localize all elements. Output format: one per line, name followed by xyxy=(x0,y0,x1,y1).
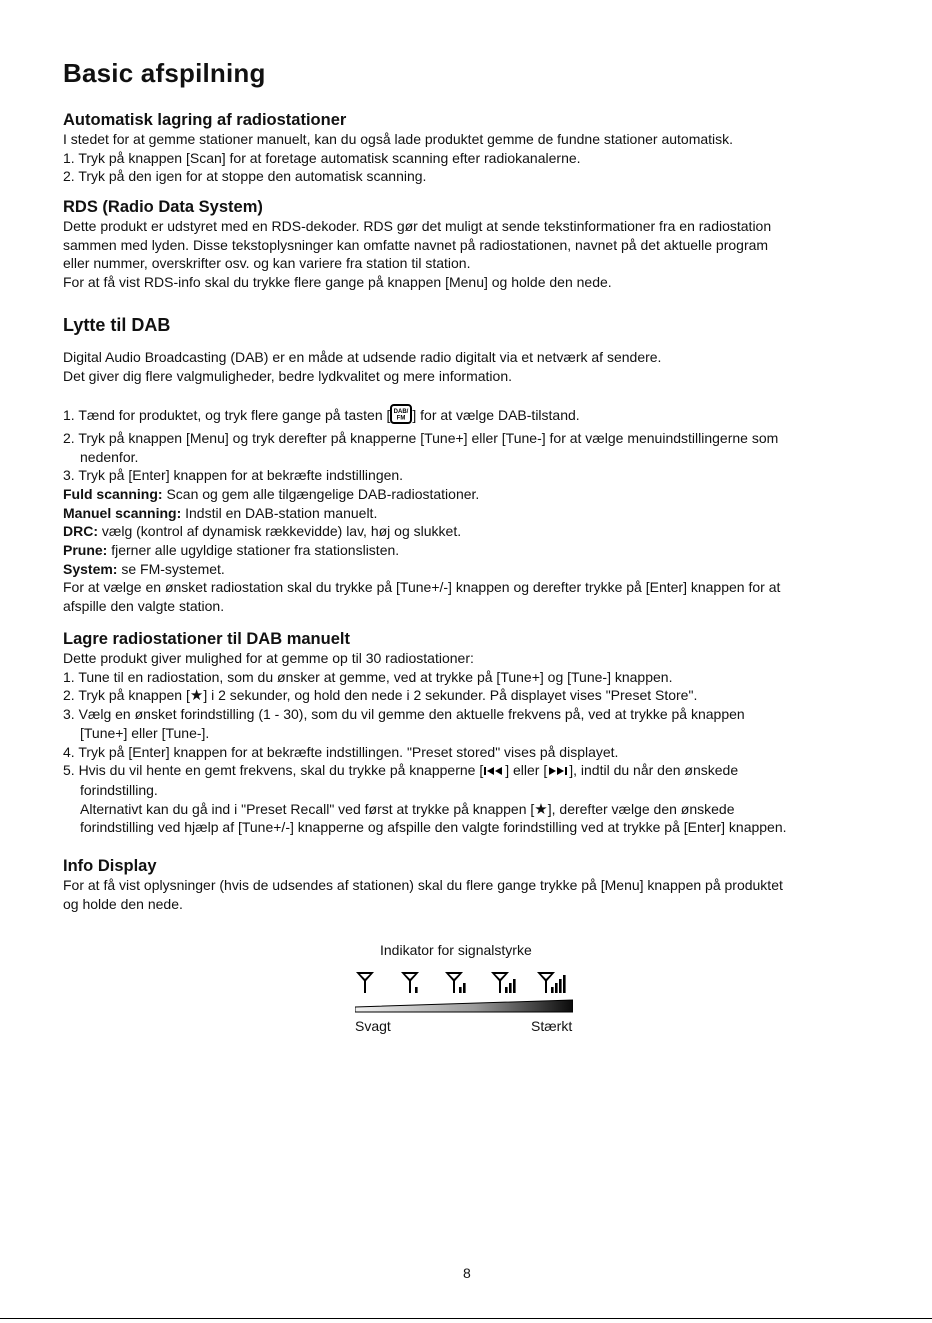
option-line xyxy=(63,560,873,579)
option-line xyxy=(63,522,873,541)
skip-forward-icon xyxy=(547,762,569,781)
paragraph: I stedet for at gemme stationer manuelt, kan du også lade produktet gemme de fundne stationer automatisk. xyxy=(63,131,734,147)
list-item xyxy=(63,404,873,429)
paragraph-line: afspille den valgte station. xyxy=(63,598,225,615)
signal-bar xyxy=(463,983,466,993)
section-heading: Lagre radiostationer til DAB manuelt xyxy=(63,630,350,648)
step-text: 1. Tænd for produktet, og tryk flere gange på tasten [ xyxy=(63,407,391,424)
dab-fm-button-icon xyxy=(390,404,412,429)
signal-level-3-icon xyxy=(490,970,526,994)
paragraph-line: Det giver dig flere valgmuligheder, bedre lydkvalitet og mere information. xyxy=(63,367,513,384)
paragraph-line: og holde den nede. xyxy=(63,895,183,912)
option-line xyxy=(63,485,873,504)
list-item-continued: [Tune+] eller [Tune-]. xyxy=(80,724,210,741)
section-auto-store xyxy=(63,110,873,186)
option-text: Indstil en DAB-station manuelt. xyxy=(181,504,378,521)
list-item: 2. Tryk på knappen [Menu] og tryk derefter på knapperne [Tune+] eller [Tune-] for at vælge menuindstillingerne som xyxy=(63,429,779,446)
dab-label: DAB/ xyxy=(394,409,409,416)
signal-bar xyxy=(505,987,508,993)
list-item: 4. Tryk på [Enter] knappen for at bekræfte indstillingen. "Preset stored" vises på displayet. xyxy=(63,743,619,760)
signal-icons-row xyxy=(355,970,585,994)
signal-bar xyxy=(555,983,558,993)
option-label: Fuld scanning: xyxy=(63,485,163,502)
step-text: 2. Tryk på knappen [ xyxy=(63,687,190,704)
signal-level-4-icon xyxy=(536,970,572,994)
step-text: 5. Hvis du vil hente en gemt frekvens, skal du trykke på knapperne [ xyxy=(63,762,484,779)
signal-bar xyxy=(563,975,566,993)
option-label: System: xyxy=(63,560,118,577)
signal-bar xyxy=(459,987,462,993)
list-item: 3. Tryk på [Enter] knappen for at bekræfte indstillingen. xyxy=(63,467,404,484)
page-title: Basic afspilning xyxy=(63,58,266,88)
signal-level-0-icon xyxy=(355,970,391,994)
option-label: DRC: xyxy=(63,523,98,540)
page-number: 8 xyxy=(463,1265,471,1281)
option-text: se FM-systemet. xyxy=(117,560,225,577)
list-item: 2. Tryk på den igen for at stoppe den automatisk scanning. xyxy=(63,168,427,185)
paragraph-line: For at vælge en ønsket radiostation skal du trykke på [Tune+/-] knappen og derefter trykke på [Enter] knappen for at xyxy=(63,579,781,596)
list-item: 1. Tune til en radiostation, som du ønsker at gemme, ved at trykke på [Tune+] og [Tune-] knappen. xyxy=(63,668,673,685)
signal-bar xyxy=(559,979,562,993)
signal-figure-title: Indikator for signalstyrke xyxy=(380,942,532,958)
section-info-display xyxy=(63,856,873,913)
list-item xyxy=(63,686,873,705)
option-label: Prune: xyxy=(63,542,108,559)
footer-rule xyxy=(0,1318,932,1319)
list-item: 1. Tryk på knappen [Scan] for at foretage automatisk scanning efter radiokanalerne. xyxy=(63,149,581,166)
paragraph-line: Dette produkt er udstyret med en RDS-dekoder. RDS gør det muligt at sende tekstinformationer fra en radiostation xyxy=(63,218,772,234)
paragraph-line: Digital Audio Broadcasting (DAB) er en måde at udsende radio digitalt via et netværk af sendere. xyxy=(63,349,662,365)
paragraph-line: For at få vist RDS-info skal du trykke flere gange på knappen [Menu] og holde den nede. xyxy=(63,274,612,291)
signal-bar xyxy=(551,987,554,993)
paragraph-line: sammen med lyden. Disse tekstoplysninger kan omfatte navnet på radiostationen, navnet på det aktuelle program xyxy=(63,236,769,253)
list-item-continued xyxy=(63,800,873,819)
paragraph-line: eller nummer, overskrifter osv. og kan variere fra station til station. xyxy=(63,255,471,272)
paragraph-line: For at få vist oplysninger (hvis de udsendes af stationen) skal du flere gange trykke på [Menu] knappen på produktet xyxy=(63,877,783,893)
list-item-continued: forindstilling ved hjælp af [Tune+/-] knapperne og afspille den valgte forindstilling ved at trykke på [Enter] knappen. xyxy=(80,819,787,836)
list-item-continued: forindstilling. xyxy=(80,781,158,798)
section-heading: Info Display xyxy=(63,857,157,875)
option-text: Scan og gem alle tilgængelige DAB-radiostationer. xyxy=(162,485,480,502)
option-line xyxy=(63,541,873,560)
section-rds xyxy=(63,197,873,292)
section-heading: Automatisk lagring af radiostationer xyxy=(63,111,347,129)
step-text: ] eller [ xyxy=(505,762,548,779)
list-item-continued: nedenfor. xyxy=(80,448,139,465)
star-icon: ★ xyxy=(189,687,204,705)
signal-weak-label: Svagt xyxy=(355,1018,391,1034)
signal-strong-label: Stærkt xyxy=(531,1018,573,1034)
signal-bar xyxy=(415,987,418,993)
step-text: ], derefter vælge den ønskede xyxy=(547,800,735,817)
list-item: 3. Vælg en ønsket forindstilling (1 - 30), som du vil gemme den aktuelle frekvens på, ved at trykke på knappen xyxy=(63,706,745,723)
section-dab xyxy=(63,315,873,616)
signal-level-2-icon xyxy=(444,970,480,994)
skip-back-icon xyxy=(483,762,505,781)
section-manual-store xyxy=(63,629,873,837)
section-heading: Lytte til DAB xyxy=(63,315,171,335)
step-text: ] i 2 sekunder, og hold den nede i 2 sekunder. På displayet vises "Preset Store". xyxy=(203,687,698,704)
paragraph: Dette produkt giver mulighed for at gemme op til 30 radiostationer: xyxy=(63,650,474,666)
step-text: ], indtil du når den ønskede xyxy=(569,762,739,779)
signal-bar xyxy=(513,979,516,993)
step-text: ] for at vælge DAB-tilstand. xyxy=(412,407,580,424)
section-heading: RDS (Radio Data System) xyxy=(63,198,263,216)
option-line xyxy=(63,504,873,523)
fm-label: FM xyxy=(397,415,406,422)
option-label: Manuel scanning: xyxy=(63,504,182,521)
signal-gradient-bar xyxy=(355,999,573,1013)
option-text: fjerner alle ugyldige stationer fra stationslisten. xyxy=(107,542,400,559)
option-text: vælg (kontrol af dynamisk rækkevidde) lav, høj og slukket. xyxy=(98,523,462,540)
step-text: Alternativt kan du gå ind i "Preset Recall" ved først at trykke på knappen [ xyxy=(80,800,535,817)
signal-bar xyxy=(509,983,512,993)
list-item xyxy=(63,761,873,781)
signal-level-1-icon xyxy=(400,970,436,994)
star-icon: ★ xyxy=(534,800,548,818)
